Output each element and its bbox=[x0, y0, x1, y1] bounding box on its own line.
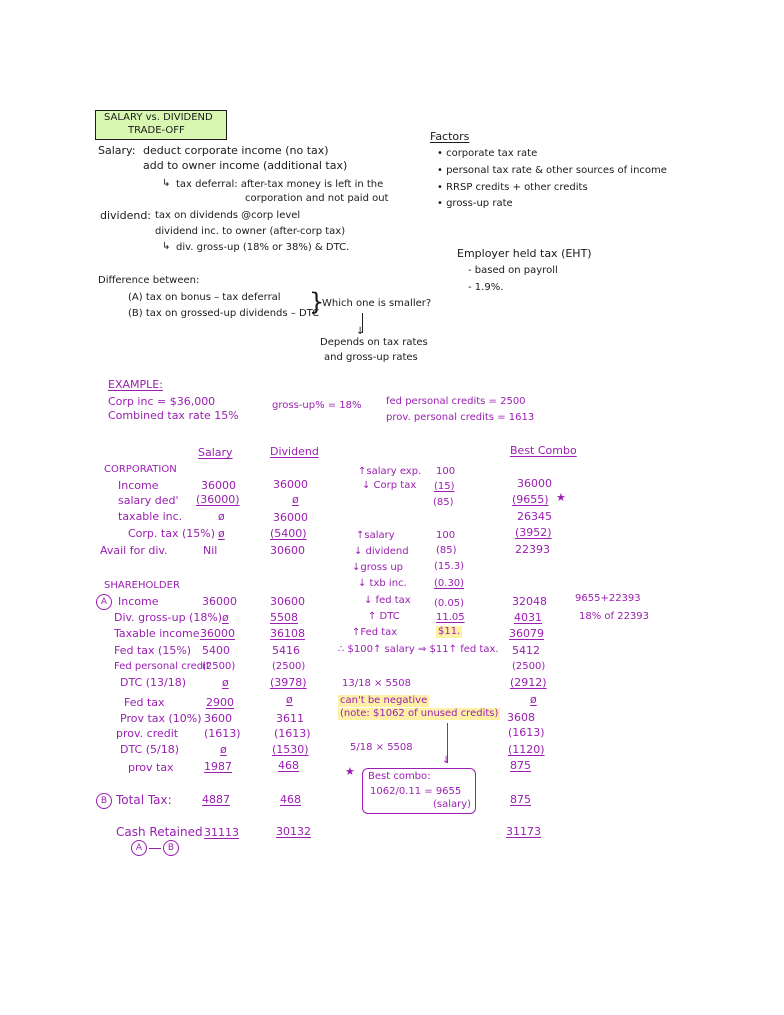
marker-a-icon: A bbox=[96, 594, 112, 610]
cash-retained-salary: 31113 bbox=[204, 826, 239, 839]
formula-b-icon: B bbox=[163, 840, 179, 856]
mid-gross-up: ↓gross up bbox=[352, 562, 404, 573]
sh-row-dtc-best: (2912) bbox=[510, 676, 547, 689]
mid-corp-net: (85) bbox=[433, 497, 454, 508]
mid-fed-tax: ↓ fed tax bbox=[364, 595, 411, 606]
sh-row-fed-tax-net-salary: 2900 bbox=[206, 696, 234, 709]
factors-title: Factors bbox=[430, 130, 470, 143]
sh-row-fed-tax-net-best: ø bbox=[530, 693, 537, 706]
avail-for-div-label: Avail for div. bbox=[100, 544, 168, 557]
corp-row-tax-salary: ø bbox=[218, 527, 225, 540]
corp-row-salary-ded-best: (9655) bbox=[512, 493, 549, 506]
factor-item-1: • corporate tax rate bbox=[437, 148, 538, 159]
sh-row-prov-tax-net-dividend: 468 bbox=[278, 759, 299, 772]
mid-conclusion: ∴ $100↑ salary ⇒ $11↑ fed tax. bbox=[338, 644, 499, 655]
which-question: Which one is smaller? bbox=[322, 298, 432, 309]
eht-title: Employer held tax (EHT) bbox=[457, 247, 592, 260]
corp-row-tax-best: (3952) bbox=[515, 526, 552, 539]
sh-row-fed-credit-best: (2500) bbox=[512, 661, 546, 672]
sh-row-prov-tax-net-best: 875 bbox=[510, 759, 531, 772]
sh-row-income-best: 32048 bbox=[512, 595, 547, 608]
salary-note-1: deduct corporate income (no tax) bbox=[143, 144, 329, 157]
sh-row-taxable-best: 36079 bbox=[509, 627, 544, 640]
avail-best: 22393 bbox=[515, 543, 550, 556]
mid-fraction-13-18: 13/18 × 5508 bbox=[342, 678, 412, 689]
title-line-2: TRADE-OFF bbox=[128, 125, 185, 136]
corp-row-taxable-salary: ø bbox=[218, 510, 225, 523]
total-tax-label: Total Tax: bbox=[116, 793, 172, 807]
arrow-hook-icon: ↳ bbox=[162, 178, 171, 189]
formula-minus-sign bbox=[149, 848, 161, 849]
mid-salary: ↑salary bbox=[356, 530, 395, 541]
shareholder-label: SHAREHOLDER bbox=[104, 580, 180, 591]
sh-row-fed-credit-dividend: (2500) bbox=[272, 661, 306, 672]
best-star-icon: ★ bbox=[556, 491, 566, 504]
depends-line-1: Depends on tax rates bbox=[320, 337, 428, 348]
cash-retained-label: Cash Retained bbox=[116, 825, 203, 839]
sh-row-prov-tax-label: Prov tax (10%) bbox=[120, 712, 202, 725]
example-corp-inc: Corp inc = $36,000 bbox=[108, 395, 216, 408]
salary-note-4: corporation and not paid out bbox=[245, 193, 389, 204]
salary-note-3: tax deferral: after-tax money is left in the bbox=[176, 179, 384, 190]
sh-row-prov-tax-net-label: prov tax bbox=[128, 761, 174, 774]
sh-row-income-label: Income bbox=[118, 595, 159, 608]
corp-row-income-best: 36000 bbox=[517, 477, 552, 490]
sh-row-fed-tax-salary: 5400 bbox=[202, 644, 230, 657]
mid-gross-up-value: (15.3) bbox=[434, 561, 465, 572]
example-grossup: gross-up% = 18% bbox=[272, 400, 362, 411]
total-tax-salary: 4887 bbox=[202, 793, 230, 806]
sh-row-dtc-label: DTC (13/18) bbox=[120, 676, 187, 689]
mid-txb-inc: ↓ txb inc. bbox=[358, 578, 407, 589]
factor-item-2: • personal tax rate & other sources of income bbox=[437, 165, 667, 176]
corp-row-taxable-best: 26345 bbox=[517, 510, 552, 523]
sh-row-prov-dtc-best: (1120) bbox=[508, 743, 545, 756]
factor-item-4: • gross-up rate bbox=[437, 198, 513, 209]
arrow-hook-icon-2: ↳ bbox=[162, 241, 171, 252]
column-best-combo: Best Combo bbox=[510, 444, 577, 457]
salary-label: Salary: bbox=[98, 144, 136, 157]
sh-row-prov-dtc-salary: ø bbox=[220, 743, 227, 756]
dividend-note-3: div. gross-up (18% or 38%) & DTC. bbox=[176, 242, 350, 253]
sh-row-taxable-salary: 36000 bbox=[200, 627, 235, 640]
corp-row-income-label: Income bbox=[118, 479, 159, 492]
mid-dividend: ↓ dividend bbox=[354, 546, 409, 557]
corp-row-tax-label: Corp. tax (15%) bbox=[128, 527, 216, 540]
corp-row-salary-ded-label: salary ded' bbox=[118, 494, 179, 507]
cant-be-negative-note: can't be negative bbox=[340, 695, 428, 706]
corp-row-salary-ded-salary: (36000) bbox=[196, 493, 240, 506]
sh-row-taxable-label: Taxable income bbox=[114, 627, 200, 640]
mid-corp-tax: ↓ Corp tax bbox=[362, 480, 417, 491]
difference-title: Difference between: bbox=[98, 275, 200, 286]
side-note-sum: 9655+22393 bbox=[575, 593, 641, 604]
mid-fed-tax-increase-value: $11. bbox=[438, 626, 461, 637]
eht-note-2: - 1.9%. bbox=[468, 282, 504, 293]
sh-row-fed-credit-salary: (2500) bbox=[202, 661, 236, 672]
factor-text-4: gross-up rate bbox=[446, 198, 513, 209]
arrow-down-icon-purple: ↓ bbox=[442, 755, 451, 766]
cash-retained-best: 31173 bbox=[506, 825, 541, 838]
corp-row-income-salary: 36000 bbox=[201, 479, 236, 492]
title-line-1: SALARY vs. DIVIDEND bbox=[104, 112, 213, 123]
best-combo-title: Best combo: bbox=[368, 771, 431, 782]
sh-row-prov-dtc-label: DTC (5/18) bbox=[120, 743, 180, 756]
sh-row-dtc-salary: ø bbox=[222, 676, 229, 689]
sh-row-income-dividend: 30600 bbox=[270, 595, 305, 608]
example-combined-rate: Combined tax rate 15% bbox=[108, 409, 239, 422]
corp-row-tax-dividend: (5400) bbox=[270, 527, 307, 540]
best-combo-star-icon: ★ bbox=[345, 765, 355, 778]
mid-salary-exp-value: 100 bbox=[436, 466, 456, 477]
corp-row-salary-ded-dividend: ø bbox=[292, 493, 299, 506]
corp-row-taxable-label: taxable inc. bbox=[118, 510, 183, 523]
factor-text-2: personal tax rate & other sources of income bbox=[446, 165, 667, 176]
best-combo-salary: (salary) bbox=[433, 799, 472, 810]
eht-note-1: - based on payroll bbox=[468, 265, 558, 276]
sh-row-fed-credit-label: Fed personal credit bbox=[114, 661, 210, 672]
total-tax-best: 875 bbox=[510, 793, 531, 806]
corp-row-income-dividend: 36000 bbox=[273, 478, 308, 491]
salary-note-2: add to owner income (additional tax) bbox=[143, 159, 348, 172]
dividend-note-1: tax on dividends @corp level bbox=[155, 210, 301, 221]
mid-salary-value: 100 bbox=[436, 530, 456, 541]
sh-row-taxable-dividend: 36108 bbox=[270, 627, 305, 640]
example-label: EXAMPLE: bbox=[108, 378, 163, 391]
mid-corp-tax-value: (15) bbox=[434, 481, 455, 492]
mid-fed-tax-increase: ↑Fed tax bbox=[352, 627, 398, 638]
mid-fed-tax-value: (0.05) bbox=[434, 598, 465, 609]
example-fed-credits: fed personal credits = 2500 bbox=[386, 396, 526, 407]
sh-row-fed-tax-label: Fed tax (15%) bbox=[114, 644, 192, 657]
sh-row-prov-credit-salary: (1613) bbox=[204, 727, 241, 740]
mid-salary-exp: ↑salary exp. bbox=[358, 466, 422, 477]
factor-text-1: corporate tax rate bbox=[446, 148, 538, 159]
example-prov-credits: prov. personal credits = 1613 bbox=[386, 412, 535, 423]
difference-a: (A) tax on bonus – tax deferral bbox=[128, 292, 281, 303]
sh-row-prov-tax-net-salary: 1987 bbox=[204, 760, 232, 773]
mid-dtc-value: 11.05 bbox=[436, 612, 465, 623]
unused-credits-note: (note: $1062 of unused credits) bbox=[340, 708, 499, 719]
sh-row-fed-tax-dividend: 5416 bbox=[272, 644, 300, 657]
best-combo-calc: 1062/0.11 = 9655 bbox=[370, 786, 462, 797]
avail-salary: Nil bbox=[203, 544, 218, 557]
mid-fraction-5-18: 5/18 × 5508 bbox=[350, 742, 413, 753]
column-dividend: Dividend bbox=[270, 445, 319, 458]
sh-row-grossup-label: Div. gross-up (18%) bbox=[114, 611, 223, 624]
factor-item-3: • RRSP credits + other credits bbox=[437, 182, 588, 193]
total-tax-dividend: 468 bbox=[280, 793, 301, 806]
sh-row-fed-tax-net-dividend: ø bbox=[286, 693, 293, 706]
sh-row-prov-credit-best: (1613) bbox=[508, 726, 545, 739]
avail-dividend: 30600 bbox=[270, 544, 305, 557]
arrow-down-icon: ↓ bbox=[356, 326, 365, 337]
difference-b: (B) tax on grossed-up dividends – DTC bbox=[128, 308, 320, 319]
dividend-note-2: dividend inc. to owner (after-corp tax) bbox=[155, 226, 346, 237]
sh-row-prov-credit-dividend: (1613) bbox=[274, 727, 311, 740]
mid-txb-inc-value: (0.30) bbox=[434, 578, 465, 589]
corp-row-taxable-dividend: 36000 bbox=[273, 511, 308, 524]
cash-retained-dividend: 30132 bbox=[276, 825, 311, 838]
side-note-percent: 18% of 22393 bbox=[579, 611, 650, 622]
sh-row-prov-tax-dividend: 3611 bbox=[276, 712, 304, 725]
sh-row-prov-credit-label: prov. credit bbox=[116, 727, 179, 740]
depends-line-2: and gross-up rates bbox=[324, 352, 418, 363]
sh-row-dtc-dividend: (3978) bbox=[270, 676, 307, 689]
dividend-label: dividend: bbox=[100, 209, 152, 222]
marker-b-icon: B bbox=[96, 793, 112, 809]
sh-row-prov-dtc-dividend: (1530) bbox=[272, 743, 309, 756]
brace-icon: } bbox=[309, 288, 325, 316]
sh-row-prov-tax-best: 3608 bbox=[507, 711, 535, 724]
column-salary: Salary bbox=[198, 446, 233, 459]
sh-row-grossup-best: 4031 bbox=[514, 611, 542, 624]
sh-row-income-salary: 36000 bbox=[202, 595, 237, 608]
sh-row-grossup-dividend: 5508 bbox=[270, 611, 298, 624]
sh-row-fed-tax-net-label: Fed tax bbox=[124, 696, 165, 709]
factor-text-3: RRSP credits + other credits bbox=[446, 182, 588, 193]
corporation-label: CORPORATION bbox=[104, 464, 177, 475]
sh-row-fed-tax-best: 5412 bbox=[512, 644, 540, 657]
sh-row-prov-tax-salary: 3600 bbox=[204, 712, 232, 725]
mid-dtc: ↑ DTC bbox=[368, 611, 400, 622]
mid-dividend-value: (85) bbox=[436, 545, 457, 556]
formula-a-icon: A bbox=[131, 840, 147, 856]
sh-row-grossup-salary: ø bbox=[222, 611, 229, 624]
